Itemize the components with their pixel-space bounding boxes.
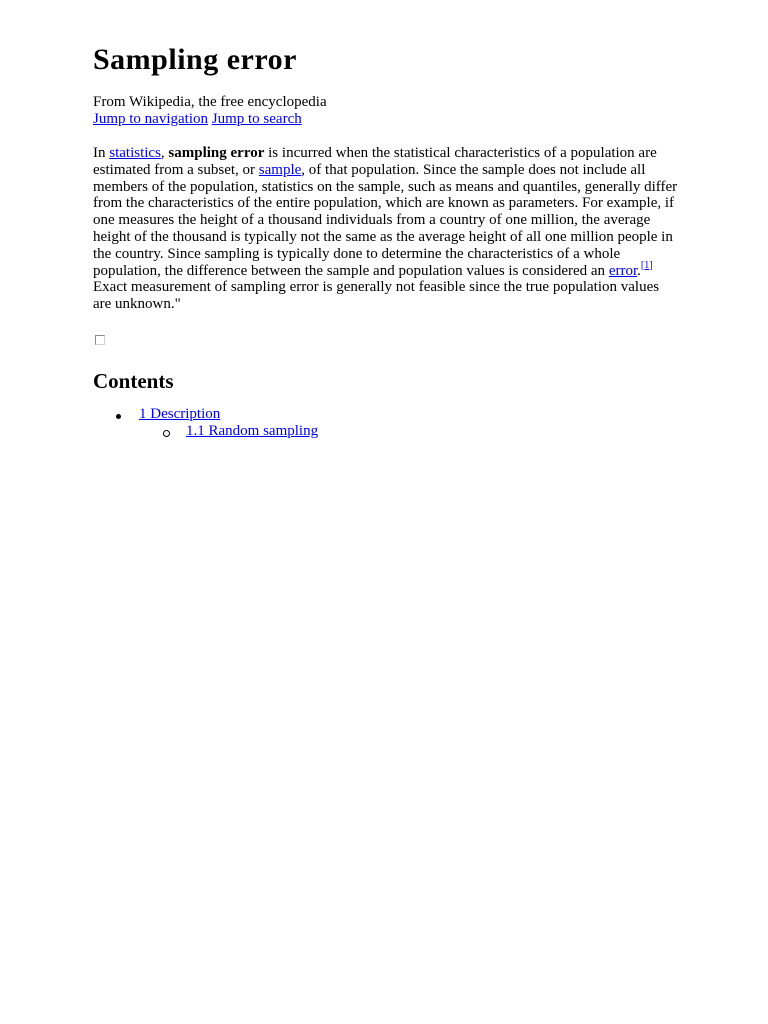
intro-text: . bbox=[637, 262, 641, 279]
filled-bullet-icon bbox=[116, 414, 121, 419]
bold-term: sampling error bbox=[168, 145, 265, 161]
intro-text: Exact measurement of sampling error is generally not feasible since the true population values are unknown." bbox=[93, 279, 660, 313]
intro-paragraph bbox=[93, 145, 678, 313]
intro-text: , bbox=[160, 145, 169, 161]
page-title: Sampling error bbox=[93, 43, 297, 76]
jump-links bbox=[93, 111, 683, 128]
toc-item bbox=[93, 406, 683, 423]
sample-link[interactable]: sample bbox=[258, 161, 302, 178]
reference-link-1[interactable]: [1] bbox=[640, 259, 653, 271]
intro-text: In bbox=[93, 145, 110, 161]
jump-to-search-link[interactable]: Jump to search bbox=[211, 111, 302, 127]
intro-text: , of that population. Since the sample does not include all members of the population, statistics on the sample, such as means and quantiles, generally differ from the characteristics of the entire population, which are known as parameters. For example, if one measures the height of a thousand individuals from a country of one million, the average height of the thousand is typically not the same as the average height of all one million people in the country. Since sampling is typically done to determine the characteristics of a whole population, the difference between the sample and population values is considered an bbox=[93, 161, 678, 279]
intro-text: is incurred when the statistical characteristics of a population are estimated from a subset, or bbox=[93, 145, 657, 178]
article-page bbox=[93, 38, 683, 440]
toc-link-random-sampling[interactable]: 1.1 Random sampling bbox=[186, 422, 319, 439]
table-of-contents bbox=[93, 406, 683, 440]
jump-to-navigation-link[interactable]: Jump to navigation bbox=[93, 111, 208, 127]
toc-link-description[interactable]: 1 Description bbox=[139, 405, 221, 422]
statistics-link[interactable]: statistics bbox=[109, 145, 161, 161]
site-tagline: From Wikipedia, the free encyclopedia bbox=[93, 94, 327, 110]
broken-image-icon bbox=[95, 335, 105, 345]
contents-heading: Contents bbox=[93, 368, 174, 393]
toc-item bbox=[93, 423, 683, 440]
error-link[interactable]: error bbox=[608, 262, 638, 279]
hollow-bullet-icon bbox=[163, 430, 170, 437]
